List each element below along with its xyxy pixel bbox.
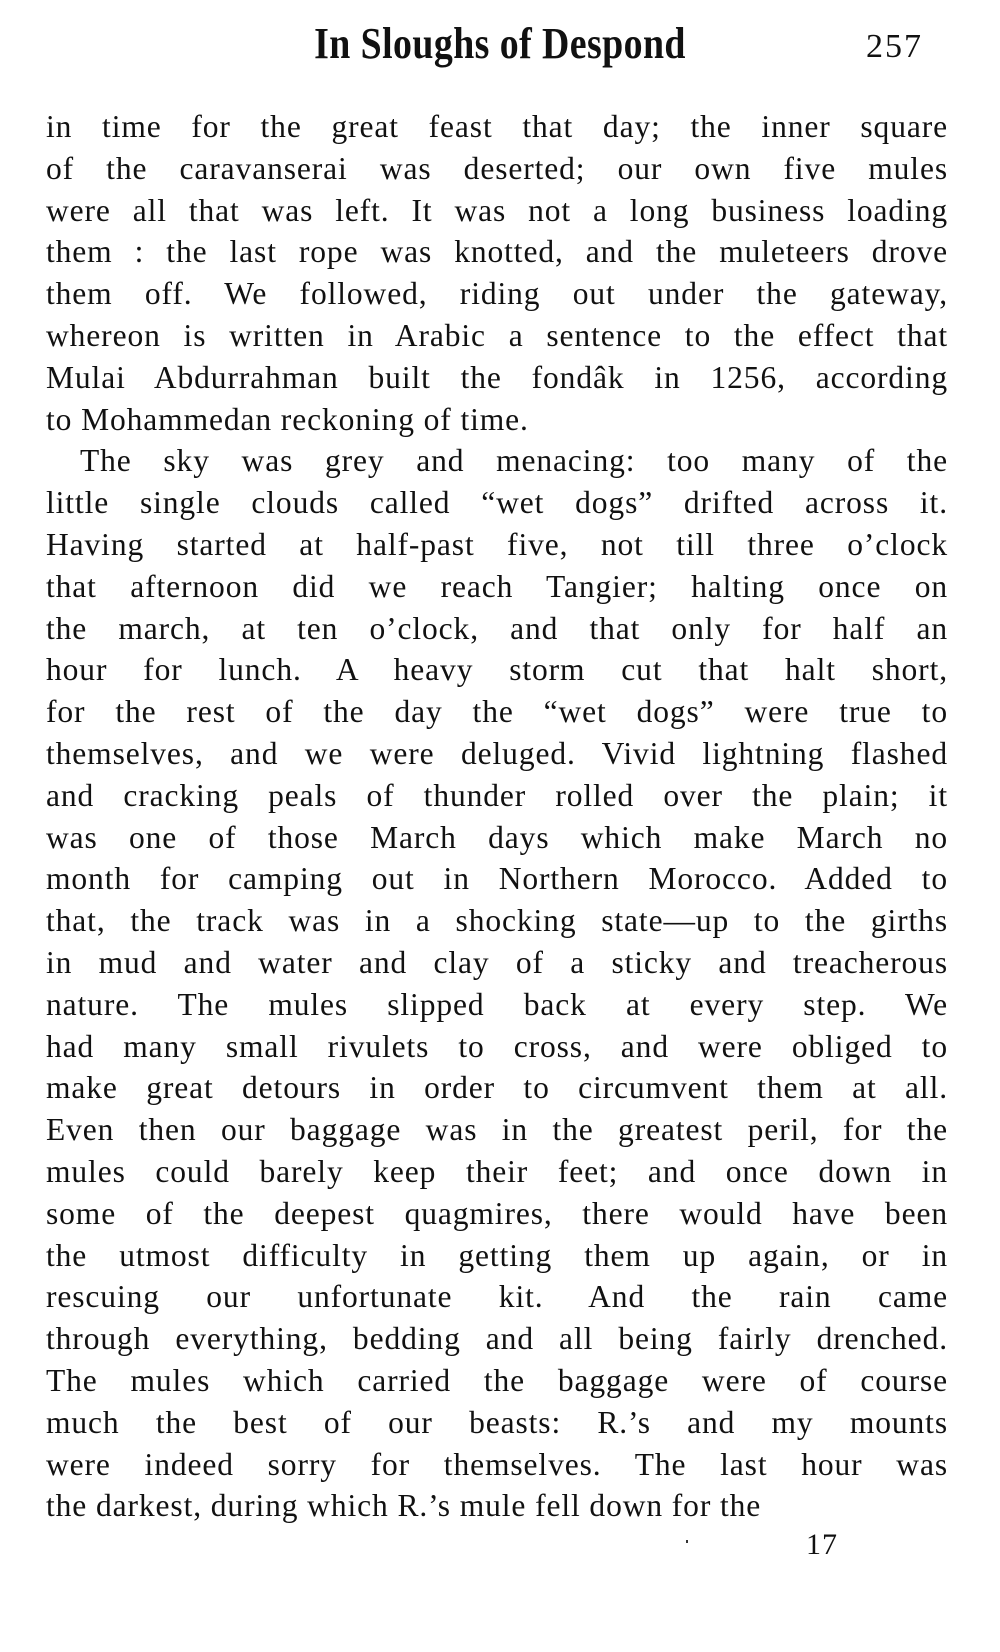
text-line: of the caravanserai was deserted; our own five mules [46,150,948,186]
text-line: month for camping out in Northern Morocco. Added to [46,861,948,897]
text-line: that, the track was in a shocking state—up to the girths [46,903,948,939]
text-line: The sky was grey and menacing: too many of the [80,443,948,479]
text-line: themselves, and we were deluged. Vivid lightning flashed [46,735,948,771]
text-line: rescuing our unfortunate kit. And the rain came [46,1279,948,1315]
paragraph [46,106,948,440]
text-line: to Mohammedan reckoning of time. [46,401,529,437]
signature-mark: 17 [806,1528,838,1561]
text-line: were all that was left. It was not a long business loading [46,192,948,228]
page-body [46,106,948,1527]
text-line: in mud and water and clay of a sticky and treacherous [46,944,948,980]
text-line: had many small rivulets to cross, and were obliged to [46,1028,948,1064]
text-line: in time for the great feast that day; the inner square [46,109,948,144]
text-line: The mules which carried the baggage were of course [46,1362,948,1398]
paragraph [46,440,948,1527]
text-line: and cracking peals of thunder rolled over the plain; it [46,777,948,813]
text-line: them : the last rope was knotted, and the muleteers drove [46,234,948,270]
text-line: much the best of our beasts: R.’s and my mounts [46,1404,948,1440]
text-line: the darkest, during which R.’s mule fell down for the [46,1488,762,1524]
text-line: them off. We followed, riding out under the gateway, [46,276,948,312]
text-line: little single clouds called “wet dogs” drifted across it. [46,485,948,521]
text-line: some of the deepest quagmires, there would have been [46,1195,948,1231]
text-line: nature. The mules slipped back at every step. We [46,986,948,1022]
text-line: were indeed sorry for themselves. The last hour was [46,1446,948,1482]
text-line: through everything, bedding and all being fairly drenched. [46,1321,948,1357]
text-line: for the rest of the day the “wet dogs” were true to [46,694,948,730]
text-line: Having started at half-past five, not till three o’clock [46,526,948,562]
running-head [0,18,1000,78]
running-title: In Sloughs of Despond [314,19,686,68]
text-line: the march, at ten o’clock, and that only for half an [46,610,948,646]
text-line: Mulai Abdurrahman built the fondâk in 1256, according [46,359,948,395]
scan-speck [686,1540,688,1543]
page-number: 257 [866,28,923,65]
text-line: Even then our baggage was in the greatest peril, for the [46,1112,948,1148]
text-line: was one of those March days which make March no [46,819,948,855]
text-line: hour for lunch. A heavy storm cut that halt short, [46,652,948,688]
text-line: that afternoon did we reach Tangier; halting once on [46,568,948,604]
text-line: the utmost difficulty in getting them up again, or in [46,1237,948,1273]
text-line: whereon is written in Arabic a sentence to the effect that [46,317,948,353]
text-line: make great detours in order to circumvent them at all. [46,1070,948,1106]
text-line: mules could barely keep their feet; and once down in [46,1153,948,1189]
